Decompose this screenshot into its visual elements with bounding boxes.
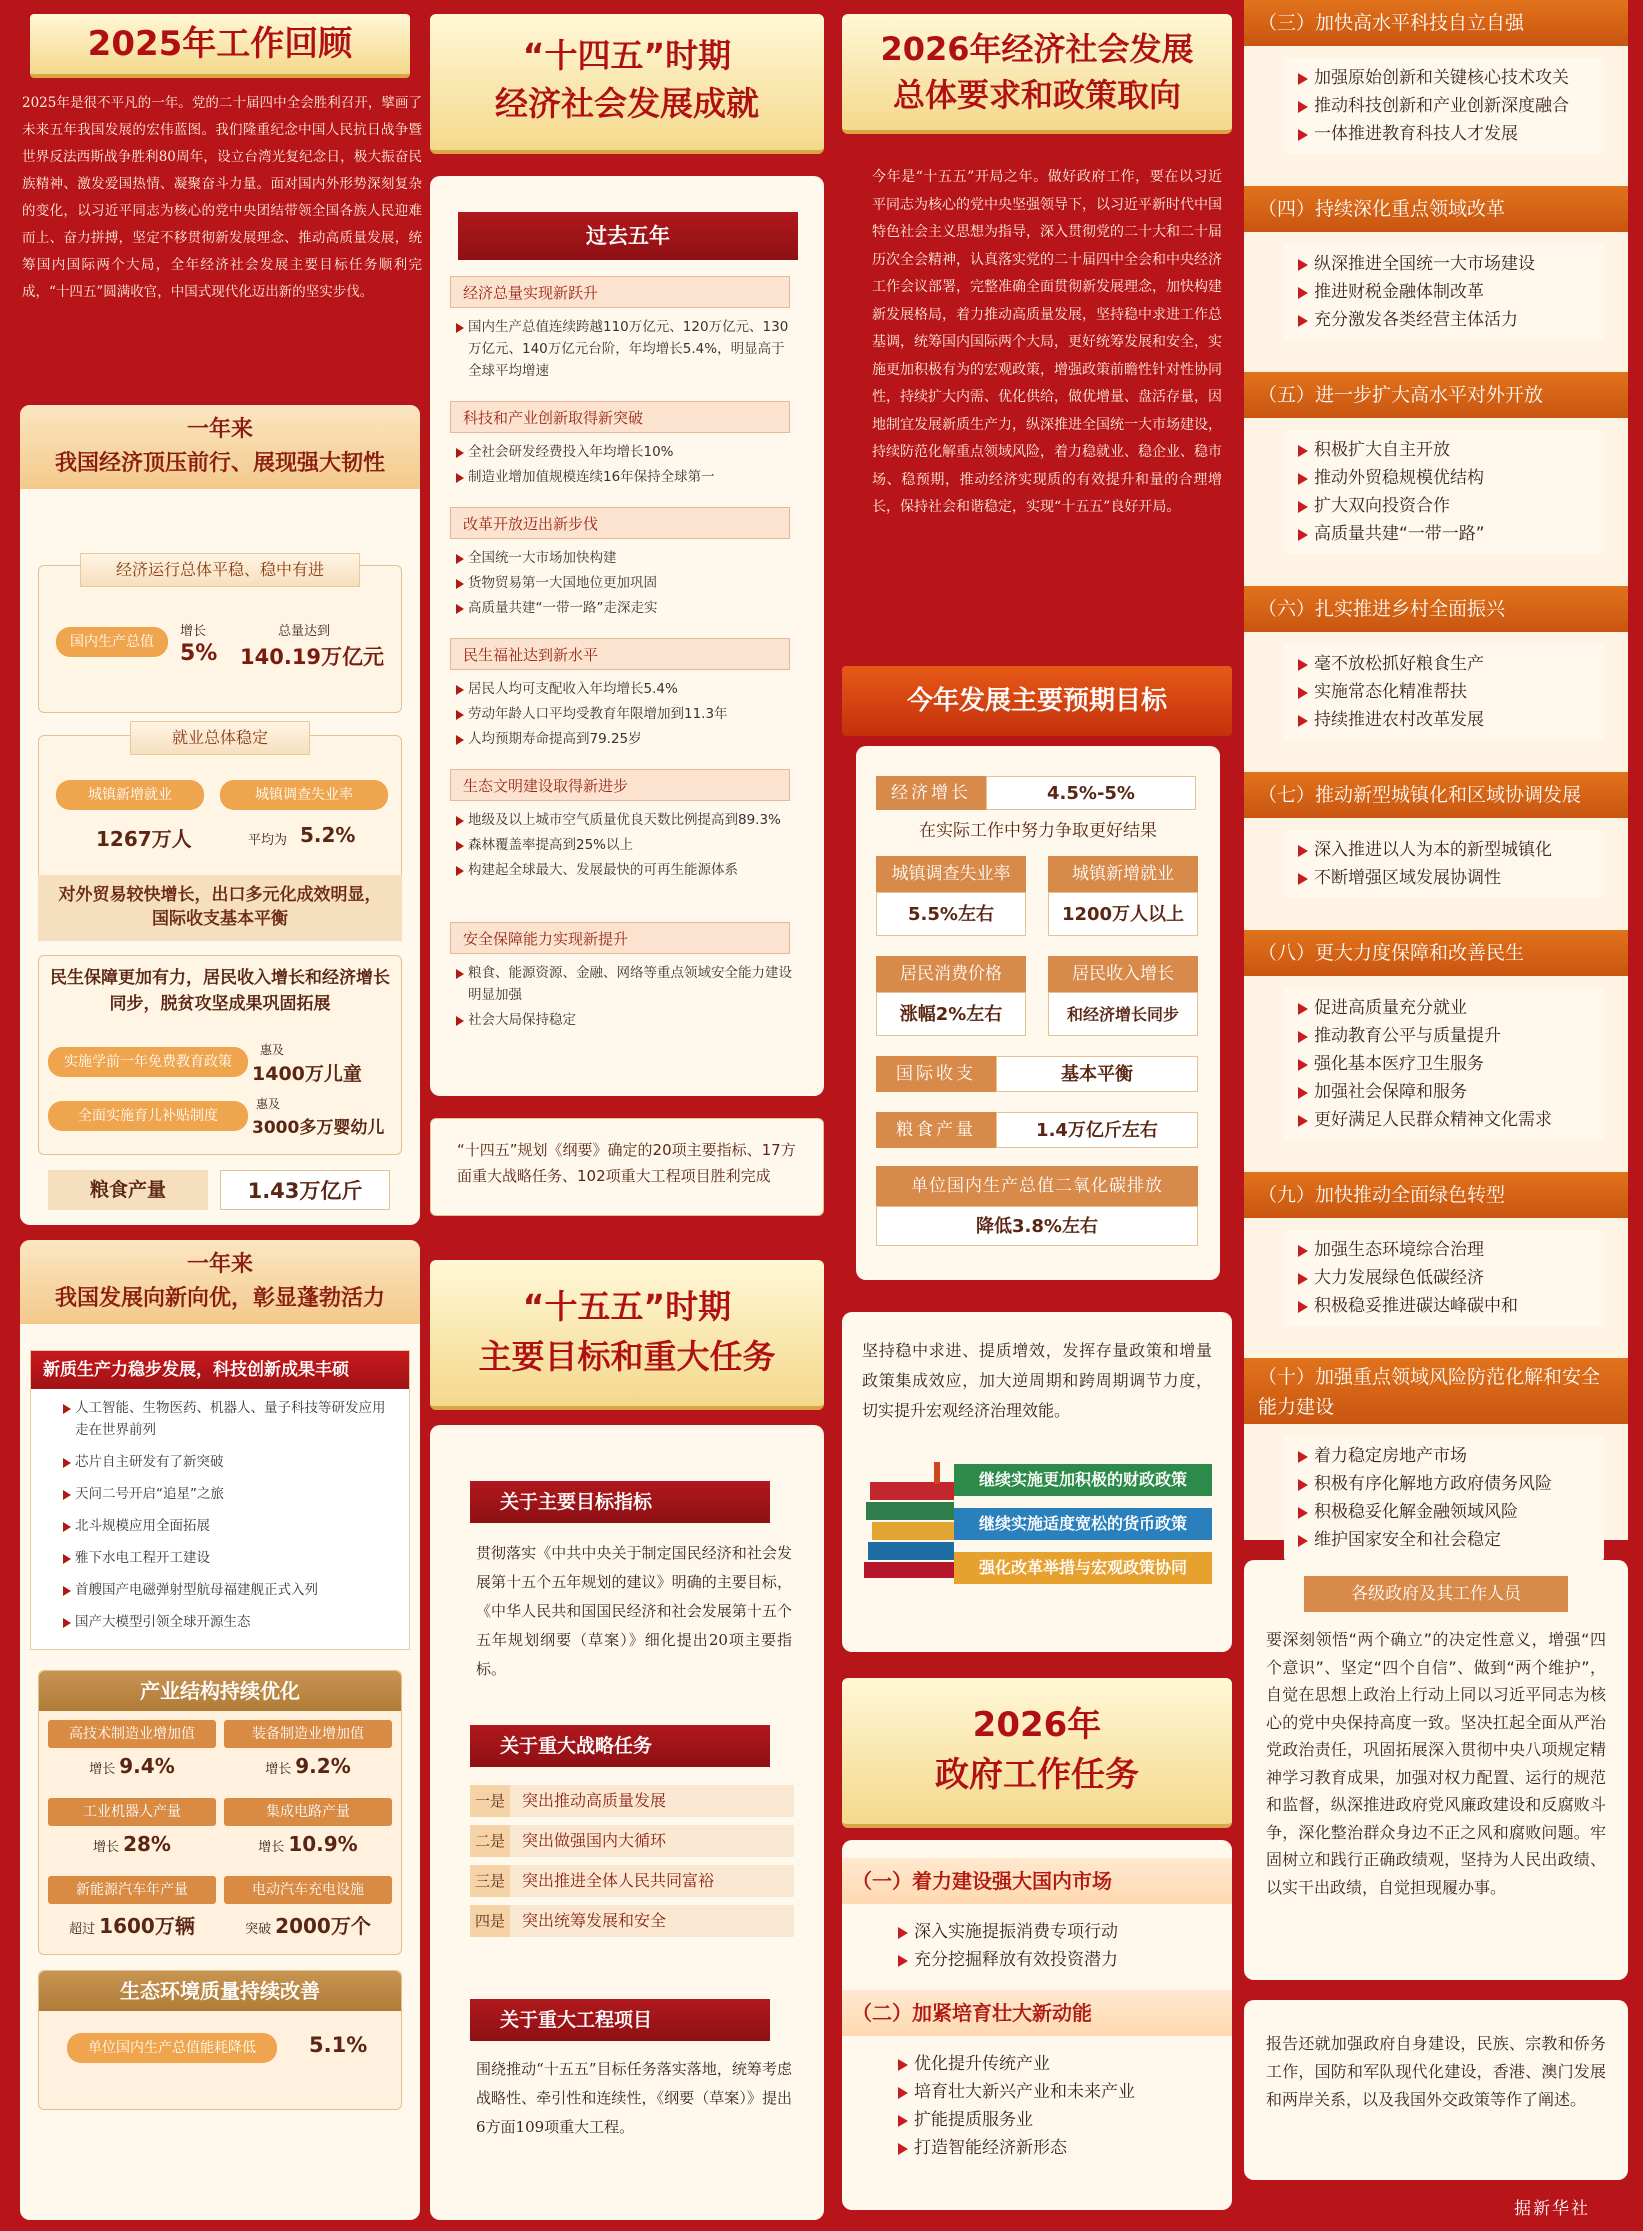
industry-stat-value: 10.9% bbox=[288, 1832, 358, 1856]
industry-stat-label: 高技术制造业增加值 bbox=[48, 1720, 216, 1748]
new-urban-jobs-label: 城镇新增就业 bbox=[56, 780, 204, 810]
task-section-item: 一体推进教育科技人才发展 bbox=[1296, 120, 1592, 148]
achievement-list bbox=[454, 547, 794, 622]
task-section-list bbox=[1284, 1230, 1604, 1326]
achievement-item: 全国统一大市场加快构建 bbox=[454, 547, 794, 569]
tech-list bbox=[31, 1389, 409, 1633]
energy-intensity-label: 单位国内生产总值能耗降低 bbox=[67, 2033, 277, 2063]
achievement-item: 高质量共建“一带一路”走深走实 bbox=[454, 597, 794, 619]
coordination-policy-bar: 强化改革举措与宏观政策协同 bbox=[954, 1552, 1212, 1584]
achievement-item: 居民人均可支配收入年均增长5.4% bbox=[454, 678, 794, 700]
strategic-task-row bbox=[470, 1905, 794, 1937]
achievement-heading: 生态文明建设取得新进步 bbox=[450, 769, 790, 801]
strategic-task-row bbox=[470, 1865, 794, 1897]
achievement-item: 制造业增加值规模连续16年保持全球第一 bbox=[454, 466, 794, 488]
plan-summary-box: “十四五”规划《纲要》确定的20项主要指标、17方面重大战略任务、102项重大工程项目胜利完成 bbox=[430, 1118, 824, 1216]
task-section-list bbox=[1284, 988, 1604, 1140]
column-2026-policy bbox=[834, 0, 1242, 2231]
strategic-task-text: 突出推进全体人民共同富裕 bbox=[522, 1871, 715, 1890]
fiscal-policy-bar: 继续实施更加积极的财政政策 bbox=[954, 1464, 1212, 1496]
employment-box bbox=[38, 735, 402, 885]
bop-target-value: 基本平衡 bbox=[996, 1056, 1198, 1092]
co2-target-value: 降低3.8%左右 bbox=[876, 1206, 1198, 1246]
tech-box bbox=[30, 1350, 410, 1650]
industry-stat-value-row bbox=[48, 1754, 216, 1778]
co2-target-label: 单位国内生产总值二氧化碳排放 bbox=[876, 1166, 1198, 1206]
industry-stat bbox=[48, 1720, 216, 1792]
grain-output-label: 粮食产量 bbox=[48, 1170, 208, 1210]
industry-stat-value: 9.4% bbox=[119, 1754, 175, 1778]
gdp-target-value: 4.5%-5% bbox=[986, 776, 1196, 810]
free-preschool-value: 1400万儿童 bbox=[252, 1063, 362, 1085]
task-section-item: 着力稳定房地产市场 bbox=[1296, 1442, 1592, 1470]
macro-policy-panel bbox=[842, 1312, 1232, 1652]
column-tasks-continued bbox=[1244, 0, 1643, 2231]
column-work-review bbox=[0, 0, 428, 2231]
childcare-subsidy-prefix: 惠及 bbox=[256, 1097, 281, 1111]
task-1-list bbox=[882, 1912, 1207, 1980]
grain-output-value: 1.43万亿斤 bbox=[220, 1170, 390, 1210]
past-five-years-heading: 过去五年 bbox=[458, 212, 798, 260]
resilience-panel bbox=[20, 405, 420, 1225]
tech-item: 天问二号开启“追星”之旅 bbox=[61, 1483, 393, 1505]
achievement-item: 全社会研发经费投入年均增长10% bbox=[454, 441, 794, 463]
task-section-item: 大力发展绿色低碳经济 bbox=[1296, 1264, 1592, 1292]
strategic-task-text: 突出统筹发展和安全 bbox=[522, 1911, 667, 1930]
achievement-heading: 经济总量实现新跃升 bbox=[450, 276, 790, 308]
14th-plan-title: “十四五”时期 经济社会发展成就 bbox=[430, 14, 824, 154]
task-sections bbox=[1244, 0, 1628, 1550]
target-label: 城镇调查失业率 bbox=[876, 856, 1026, 892]
gdp-total-value: 140.19万亿元 bbox=[240, 645, 385, 669]
task-section-list bbox=[1284, 58, 1604, 154]
industry-stat-value: 28% bbox=[123, 1832, 171, 1856]
industry-stat-value-row bbox=[224, 1832, 392, 1856]
industry-stat bbox=[224, 1876, 392, 1948]
achievement-list bbox=[454, 962, 794, 1034]
task-section-item: 加强原始创新和关键核心技术攻关 bbox=[1296, 64, 1592, 92]
employment-stable-label: 就业总体稳定 bbox=[130, 721, 310, 755]
industry-stat-value: 2000万个 bbox=[275, 1914, 371, 1938]
strategic-task-number: 三是 bbox=[470, 1865, 510, 1897]
industry-stat-prefix: 增长 bbox=[93, 1840, 120, 1855]
task-section-item: 积极有序化解地方政府债务风险 bbox=[1296, 1470, 1592, 1498]
task-section-item: 推动科技创新和产业创新深度融合 bbox=[1296, 92, 1592, 120]
2026-tasks-title: 2026年 政府工作任务 bbox=[842, 1678, 1232, 1828]
industry-grid bbox=[48, 1720, 392, 1950]
task-section-item: 纵深推进全国统一大市场建设 bbox=[1296, 250, 1592, 278]
strategic-task-number: 一是 bbox=[470, 1785, 510, 1817]
childcare-subsidy-value: 3000多万婴幼儿 bbox=[252, 1118, 385, 1138]
gdp-growth-label: 增长 bbox=[180, 624, 207, 639]
task-section-item: 实施常态化精准帮扶 bbox=[1296, 678, 1592, 706]
targets-panel bbox=[856, 746, 1220, 1280]
task-section-item: 扩大双向投资合作 bbox=[1296, 492, 1592, 520]
industry-heading: 产业结构持续优化 bbox=[39, 1671, 401, 1711]
task-section-heading: （七）推动新型城镇化和区域协调发展 bbox=[1244, 772, 1628, 818]
gdp-growth-value: 5% bbox=[180, 641, 218, 666]
eco-heading: 生态环境质量持续改善 bbox=[39, 1971, 401, 2011]
industry-stat-prefix: 增长 bbox=[265, 1762, 292, 1777]
task-section-heading: （九）加快推动全面绿色转型 bbox=[1244, 1172, 1628, 1218]
vitality-panel-title: 一年来 我国发展向新向优，彰显蓬勃活力 bbox=[20, 1240, 420, 1324]
achievement-heading: 科技和产业创新取得新突破 bbox=[450, 401, 790, 433]
task-2-item: 优化提升传统产业 bbox=[896, 2050, 1193, 2078]
task-section-item: 积极扩大自主开放 bbox=[1296, 436, 1592, 464]
achievement-list bbox=[454, 441, 794, 491]
task-1-heading: （一）着力建设强大国内市场 bbox=[842, 1858, 1232, 1904]
source-credit: 据新华社 bbox=[1514, 2199, 1590, 2219]
childcare-subsidy-label: 全面实施育儿补贴制度 bbox=[48, 1101, 248, 1131]
industry-stat-label: 电动汽车充电设施 bbox=[224, 1876, 392, 1904]
tech-item: 芯片自主研发有了新突破 bbox=[61, 1451, 393, 1473]
industry-stat-label: 装备制造业增加值 bbox=[224, 1720, 392, 1748]
industry-stat-prefix: 超过 bbox=[69, 1922, 96, 1937]
industry-stat-value-row bbox=[224, 1754, 392, 1778]
achievement-item: 人均预期寿命提高到79.25岁 bbox=[454, 728, 794, 750]
eco-box bbox=[38, 1970, 402, 2110]
industry-stat-prefix: 增长 bbox=[258, 1840, 285, 1855]
task-section-item: 促进高质量充分就业 bbox=[1296, 994, 1592, 1022]
free-preschool-prefix: 惠及 bbox=[260, 1043, 285, 1057]
strategic-task-row bbox=[470, 1825, 794, 1857]
grain-target-value: 1.4万亿斤左右 bbox=[996, 1112, 1198, 1148]
tasks-panel bbox=[842, 1840, 1232, 2210]
task-section-item: 维护国家安全和社会稳定 bbox=[1296, 1526, 1592, 1554]
resilience-panel-title: 一年来 我国经济顶压前行、展现强大韧性 bbox=[20, 405, 420, 489]
tech-item: 国产大模型引领全球开源生态 bbox=[61, 1611, 393, 1633]
task-section-item: 推动教育公平与质量提升 bbox=[1296, 1022, 1592, 1050]
gdp-total-label: 总量达到 bbox=[278, 624, 331, 639]
strategic-task-row bbox=[470, 1785, 794, 1817]
task-section-heading: （五）进一步扩大高水平对外开放 bbox=[1244, 372, 1628, 418]
15th-plan-title: “十五五”时期 主要目标和重大任务 bbox=[430, 1260, 824, 1410]
government-text: 要深刻领悟“两个确立”的决定性意义，增强“四个意识”、坚定“四个自信”、做到“两个维护”，自觉在思想上政治上行动上同以习近平同志为核心的党中央保持高度一致。坚决扛起全面从严治党政治责任，巩固拓展深入贯彻中央八项规定精神学习教育成果，加强对权力配置、运行的规范和监督，纵深推进政府党风廉政建设和反腐败斗争，深化整治群众身边不正之风和腐败问题。牢固树立和践行正确政绩观，坚持为人民出政绩、以实干出政绩，自觉担现履办事。 bbox=[1266, 1630, 1606, 1897]
economy-stable-label: 经济运行总体平稳、稳中有进 bbox=[80, 553, 360, 587]
unemployment-rate-label: 城镇调查失业率 bbox=[220, 780, 388, 810]
macro-policy-text: 坚持稳中求进、提质增效，发挥存量政策和增量政策集成效应，加大逆周期和跨周期调节力度，切实提升宏观经济治理效能。 bbox=[862, 1341, 1212, 1420]
vitality-panel bbox=[20, 1240, 420, 2220]
strategic-task-text: 突出做强国内大循环 bbox=[522, 1831, 667, 1850]
task-2-item: 打造智能经济新形态 bbox=[896, 2134, 1193, 2162]
livelihood-heading: 民生保障更加有力，居民收入增长和经济增长同步，脱贫攻坚成果巩固拓展 bbox=[50, 968, 390, 1014]
industry-stat-value-row bbox=[224, 1910, 392, 1939]
industry-stat-value: 1600万辆 bbox=[99, 1914, 195, 1938]
task-section-heading: （八）更大力度保障和改善民生 bbox=[1244, 930, 1628, 976]
report-text: 报告还就加强政府自身建设，民族、宗教和侨务工作，国防和军队现代化建设，香港、澳门发展和两岸关系，以及我国外交政策等作了阐述。 bbox=[1266, 2034, 1606, 2109]
achievement-heading: 民生福祉达到新水平 bbox=[450, 638, 790, 670]
achievement-item: 国内生产总值连续跨越110万亿元、120万亿元、130万亿元、140万亿元台阶，年均增长5.4%，明显高于全球平均增速 bbox=[454, 316, 794, 382]
target-label: 居民收入增长 bbox=[1048, 956, 1198, 992]
strategic-task-number: 四是 bbox=[470, 1905, 510, 1937]
task-section-item: 深入推进以人为本的新型城镇化 bbox=[1296, 836, 1592, 864]
task-2-item: 扩能提质服务业 bbox=[896, 2106, 1193, 2134]
industry-stat bbox=[224, 1720, 392, 1792]
task-section-heading: （三）加快高水平科技自立自强 bbox=[1244, 0, 1628, 46]
strategic-task-number: 二是 bbox=[470, 1825, 510, 1857]
achievement-item: 劳动年龄人口平均受教育年限增加到11.3年 bbox=[454, 703, 794, 725]
task-section-item: 高质量共建“一带一路” bbox=[1296, 520, 1592, 548]
free-preschool-label: 实施学前一年免费教育政策 bbox=[48, 1047, 248, 1077]
task-1-item: 充分挖掘释放有效投资潜力 bbox=[896, 1946, 1193, 1974]
government-heading: 各级政府及其工作人员 bbox=[1304, 1576, 1568, 1612]
task-section-item: 积极稳妥化解金融领域风险 bbox=[1296, 1498, 1592, 1526]
work-review-intro: 2025年是很不平凡的一年。党的二十届四中全会胜利召开，擘画了未来五年我国发展的宏伟蓝图。我们隆重纪念中国人民抗日战争暨世界反法西斯战争胜利80周年，设立台湾光复纪念日，极大振奋民族精神、激发爱国热情、凝聚奋斗力量。面对国内外形势深刻复杂的变化，以习近平同志为核心的党中央团结带领全国各族人民迎难而上、奋力拼搏，坚定不移贯彻新发展理念、推动高质量发展，统筹国内国际两个大局，全年经济社会发展主要目标任务顺利完成，“十四五”圆满收官，中国式现代化迈出新的坚实步伐。 bbox=[22, 95, 422, 300]
tech-item: 人工智能、生物医药、机器人、量子科技等研发应用走在世界前列 bbox=[61, 1397, 393, 1441]
task-section-list bbox=[1284, 430, 1604, 554]
task-2-list bbox=[882, 2044, 1207, 2168]
achievement-list bbox=[454, 316, 794, 385]
industry-stat-label: 工业机器人产量 bbox=[48, 1798, 216, 1826]
achievement-list bbox=[454, 809, 794, 884]
achievement-item: 货物贸易第一大国地位更加巩固 bbox=[454, 572, 794, 594]
target-value: 1200万人以上 bbox=[1048, 892, 1198, 936]
strategic-tasks-heading: 关于重大战略任务 bbox=[470, 1725, 770, 1767]
achievement-heading: 改革开放迈出新步伐 bbox=[450, 507, 790, 539]
task-section-list bbox=[1284, 644, 1604, 740]
government-panel bbox=[1244, 1560, 1628, 1980]
task-section-item: 强化基本医疗卫生服务 bbox=[1296, 1050, 1592, 1078]
achievement-item: 构建起全球最大、发展最快的可再生能源体系 bbox=[454, 859, 794, 881]
task-section-item: 更好满足人民群众精神文化需求 bbox=[1296, 1106, 1592, 1134]
industry-stat-label: 新能源汽车年产量 bbox=[48, 1876, 216, 1904]
main-targets-text: 贯彻落实《中共中央关于制定国民经济和社会发展第十五个五年规划的建议》明确的主要目标，《中华人民共和国国民经济和社会发展第十五个五年规划纲要（草案）》细化提出20项主要指标。 bbox=[476, 1544, 792, 1678]
gdp-target-note: 在实际工作中努力争取更好结果 bbox=[919, 821, 1157, 841]
task-section-list bbox=[1284, 830, 1604, 898]
unemployment-rate-value: 5.2% bbox=[300, 823, 356, 847]
report-panel bbox=[1244, 2000, 1628, 2180]
monetary-policy-bar: 继续实施适度宽松的货币政策 bbox=[954, 1508, 1212, 1540]
work-review-title-bar: 2025年工作回顾 bbox=[30, 14, 410, 78]
industry-stat-label: 集成电路产量 bbox=[224, 1798, 392, 1826]
past-five-years-panel bbox=[430, 176, 824, 1096]
target-value: 和经济增长同步 bbox=[1048, 992, 1198, 1036]
achievement-item: 森林覆盖率提高到25%以上 bbox=[454, 834, 794, 856]
achievement-heading: 安全保障能力实现新提升 bbox=[450, 922, 790, 954]
major-projects-text: 围绕推动“十五五”目标任务落实落地，统筹考虑战略性、牵引性和连续性，《纲要（草案）》提出6方面109项重大工程。 bbox=[476, 2060, 792, 2136]
industry-stat bbox=[48, 1798, 216, 1870]
industry-stat-value-row bbox=[48, 1832, 216, 1856]
achievement-item: 社会大局保持稳定 bbox=[454, 1009, 794, 1031]
task-section-heading: （十）加强重点领域风险防范化解和安全能力建设 bbox=[1244, 1358, 1628, 1424]
2026-policy-title: 2026年经济社会发展 总体要求和政策取向 bbox=[842, 14, 1232, 134]
target-value: 5.5%左右 bbox=[876, 892, 1026, 936]
tech-heading: 新质生产力稳步发展，科技创新成果丰硕 bbox=[31, 1351, 409, 1389]
bop-target-label: 国际收支 bbox=[876, 1056, 996, 1092]
unemployment-rate-prefix: 平均为 bbox=[248, 833, 288, 848]
column-14th-plan bbox=[430, 0, 832, 2231]
2026-policy-intro: 今年是“十五五”开局之年。做好政府工作，要在以习近平同志为核心的党中央坚强领导下，以习近平新时代中国特色社会主义思想为指导，深入贯彻党的二十大和二十届历次全会精神，认真落实党的二十届四中全会和中央经济工作会议部署，完整准确全面贯彻新发展理念，加快构建新发展格局，着力推动高质量发展，坚持稳中求进工作总基调，统筹国内国际两个大局，更好统筹发展和安全，实施更加积极有为的宏观政策，增强政策前瞻性针对性协同性，持续扩大内需、优化供给，做优增量、盘活存量，因地制宜发展新质生产力，纵深推进全国统一大市场建设，持续防范化解重点领域风险，着力稳就业、稳企业、稳市场、稳预期，推动经济实现质的有效提升和量的合理增长，保持社会和谐稳定，实现“十五五”良好开局。 bbox=[872, 169, 1222, 515]
task-section-item: 毫不放松抓好粮食生产 bbox=[1296, 650, 1592, 678]
industry-stat-prefix: 增长 bbox=[89, 1762, 116, 1777]
gdp-label: 国内生产总值 bbox=[56, 627, 168, 657]
task-section-item: 加强生态环境综合治理 bbox=[1296, 1236, 1592, 1264]
task-2-heading: （二）加紧培育壮大新动能 bbox=[842, 1990, 1232, 2036]
new-urban-jobs-value: 1267万人 bbox=[96, 827, 192, 851]
tech-item: 北斗规模应用全面拓展 bbox=[61, 1515, 393, 1537]
target-title: 今年发展主要预期目标 bbox=[842, 666, 1232, 736]
achievement-item: 粮食、能源资源、金融、网络等重点领域安全能力建设明显加强 bbox=[454, 962, 794, 1006]
15th-plan-panel bbox=[430, 1425, 824, 2220]
task-section-item: 推动外贸稳规模优结构 bbox=[1296, 464, 1592, 492]
industry-stat bbox=[48, 1876, 216, 1948]
books-icon bbox=[864, 1462, 960, 1582]
task-section-item: 推进财税金融体制改革 bbox=[1296, 278, 1592, 306]
task-section-list bbox=[1284, 244, 1604, 340]
major-projects-heading: 关于重大工程项目 bbox=[470, 1999, 770, 2041]
achievement-list bbox=[454, 678, 794, 753]
target-value: 涨幅2%左右 bbox=[876, 992, 1026, 1036]
tech-item: 首艘国产电磁弹射型航母福建舰正式入列 bbox=[61, 1579, 393, 1601]
target-label: 城镇新增就业 bbox=[1048, 856, 1198, 892]
task-1-item: 深入实施提振消费专项行动 bbox=[896, 1918, 1193, 1946]
trade-growth-text: 对外贸易较快增长，出口多元化成效明显，国际收支基本平衡 bbox=[38, 875, 402, 941]
industry-stat bbox=[224, 1798, 392, 1870]
strategic-task-text: 突出推动高质量发展 bbox=[522, 1791, 667, 1810]
target-label: 居民消费价格 bbox=[876, 956, 1026, 992]
industry-stat-value: 9.2% bbox=[295, 1754, 351, 1778]
task-section-item: 积极稳妥推进碳达峰碳中和 bbox=[1296, 1292, 1592, 1320]
industry-stat-value-row bbox=[48, 1910, 216, 1939]
gdp-target-label: 经济增长 bbox=[876, 776, 986, 810]
energy-intensity-value: 5.1% bbox=[309, 2033, 368, 2057]
industry-stat-prefix: 突破 bbox=[245, 1922, 272, 1937]
main-targets-heading: 关于主要目标指标 bbox=[470, 1481, 770, 1523]
grain-target-label: 粮食产量 bbox=[876, 1112, 996, 1148]
task-2-item: 培育壮大新兴产业和未来产业 bbox=[896, 2078, 1193, 2106]
task-section-list bbox=[1284, 1436, 1604, 1560]
task-section-item: 持续推进农村改革发展 bbox=[1296, 706, 1592, 734]
task-section-item: 加强社会保障和服务 bbox=[1296, 1078, 1592, 1106]
task-section-heading: （六）扎实推进乡村全面振兴 bbox=[1244, 586, 1628, 632]
task-section-item: 充分激发各类经营主体活力 bbox=[1296, 306, 1592, 334]
achievement-item: 地级及以上城市空气质量优良天数比例提高到89.3% bbox=[454, 809, 794, 831]
tech-item: 雅下水电工程开工建设 bbox=[61, 1547, 393, 1569]
task-section-heading: （四）持续深化重点领域改革 bbox=[1244, 186, 1628, 232]
task-section-item: 不断增强区域发展协调性 bbox=[1296, 864, 1592, 892]
